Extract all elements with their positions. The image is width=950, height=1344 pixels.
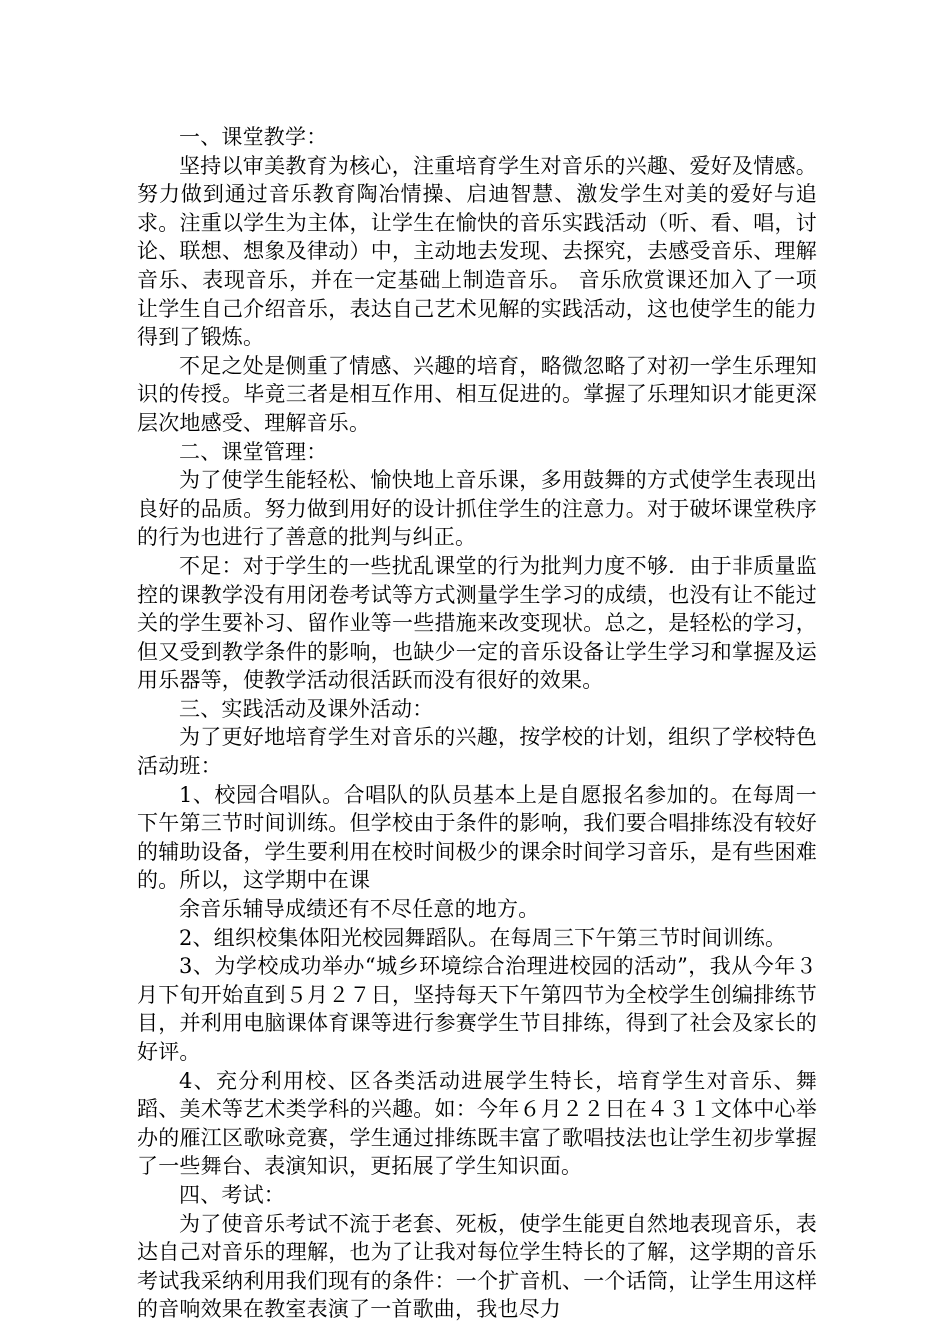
paragraph-activities-intro: 为了更好地培育学生对音乐的兴趣，按学校的计划，组织了学校特色活动班： [137, 725, 817, 779]
paragraph-teaching-shortcomings: 不足之处是侧重了情感、兴趣的培育，略微忽略了对初一学生乐理知识的传授。毕竟三者是相互作用、相互促进的。掌握了乐理知识才能更深层次地感受、理解音乐。 [137, 353, 817, 435]
document-body [137, 123, 817, 1324]
paragraph-activities-talent: 4、充分利用校、区各类活动进展学生特长，培育学生对音乐、舞蹈、美术等艺术类学科的兴趣。如：今年６月２２日在４３１文体中心举办的雁江区歌咏竞赛，学生通过排练既丰富了歌唱技法也让学生初步掌握了一些舞台、表演知识，更拓展了学生知识面。 [137, 1068, 817, 1179]
paragraph-management-approach: 为了使学生能轻松、愉快地上音乐课，多用鼓舞的方式使学生表现出良好的品质。努力做到用好的设计抓住学生的注意力。对于破坏课堂秩序的行为也进行了善意的批判与纠正。 [137, 468, 817, 550]
paragraph-choir-continued: 余音乐辅导成绩还有不尽任意的地方。 [179, 897, 540, 922]
heading-classroom-teaching: 一、课堂教学： [179, 125, 328, 149]
heading-classroom-management: 二、课堂管理： [179, 439, 328, 464]
paragraph-dance-team: 2、组织校集体阳光校园舞蹈队。在每周三下午第三节时间训练。 [179, 925, 787, 950]
paragraph-choir: 1、校园合唱队。合唱队的队员基本上是自愿报名参加的。在每周一下午第三节时间训练。但学校由于条件的影响，我们要合唱排练没有较好的辅助设备，学生要利用在校时间极少的课余时间学习音乐，是有些困难的。所以，这学期中在课 [137, 782, 817, 893]
paragraph-management-shortcomings: 不足：对于学生的一些扰乱课堂的行为批判力度不够．由于非质量监控的课教学没有用闭卷考试等方式测量学生学习的成绩，也没有让不能过关的学生要补习、留作业等一些措施来改变现状。总之，是轻松的学习，但又受到教学条件的影响，也缺少一定的音乐设备让学生学习和掌握及运用乐器等，使教学活动很活跃而没有很好的效果。 [137, 553, 817, 693]
heading-exams: 四、考试： [179, 1182, 285, 1207]
heading-practice-activities: 三、实践活动及课外活动： [179, 696, 434, 721]
paragraph-school-event: 3、为学校成功举办“城乡环境综合治理进校园的活动”，我从今年３月下旬开始直到５月２７日，坚持每天下午第四节为全校学生创编排练节目，并利用电脑课体育课等进行参赛学生节目排练，得到了社会及家长的好评。 [137, 954, 817, 1064]
paragraph-exams: 为了使音乐考试不流于老套、死板，使学生能更自然地表现音乐，表达自己对音乐的理解，也为了让我对每位学生特长的了解，这学期的音乐考试我采纳利用我们现有的条件：一个扩音机、一个话筒，让学生用这样的音响效果在教室表演了一首歌曲，我也尽力 [137, 1211, 817, 1322]
paragraph-teaching-approach: 坚持以审美教育为核心，注重培育学生对音乐的兴趣、爱好及情感。努力做到通过音乐教育陶冶情操、启迪智慧、激发学生对美的爱好与追求。注重以学生为主体，让学生在愉快的音乐实践活动（听、看、唱，讨论、联想、想象及律动）中，主动地去发现、去探究，去感受音乐、理解音乐、表现音乐，并在一定基础上制造音乐。 音乐欣赏课还加入了一项让学生自己介绍音乐，表达自己艺术见解的实践活动，这也使学生的能力得到了锻炼。 [137, 153, 817, 350]
